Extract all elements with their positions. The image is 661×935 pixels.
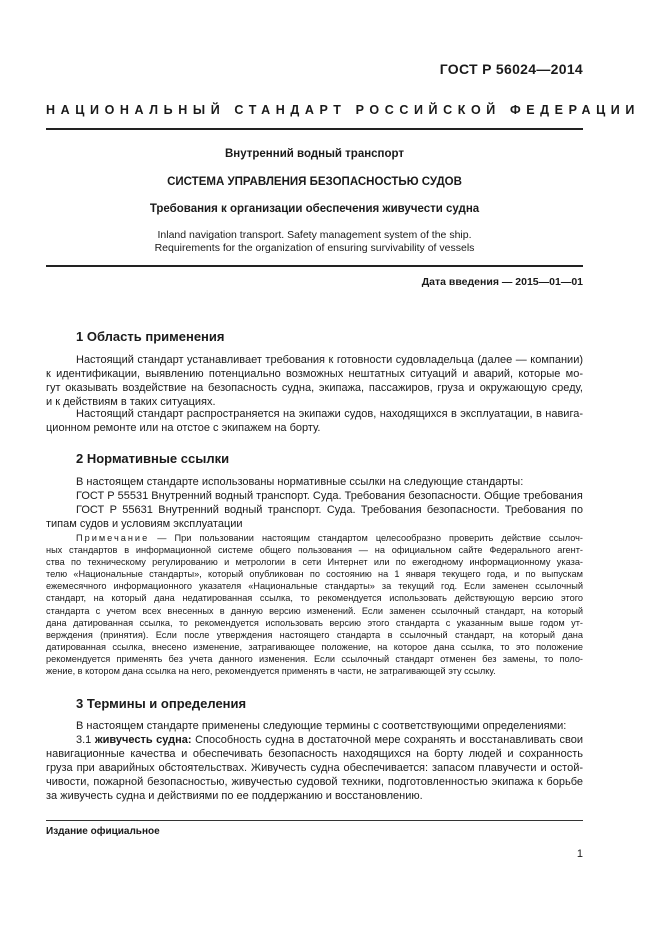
reference-item: ГОСТ Р 55631 Внутренний водный транспорт. Суда. Требования безопасности. Требования по	[76, 504, 583, 516]
note-line: рекомендуется применять без учета данного изменения. Если ссылочный стандарт отменен без замены, то поло-	[46, 653, 583, 664]
title-divider	[46, 265, 583, 267]
note-line: жение, в котором дана ссылка на него, рекомендуется применять в части, не затрагивающей эту ссылку.	[46, 666, 496, 677]
section-2-heading: 2 Нормативные ссылки	[76, 451, 230, 466]
note-line: ных стандартов в информационной системе общего пользования — на официальном сайте Федерального агент-	[46, 545, 583, 556]
top-divider	[46, 128, 583, 130]
section-1-paragraph-2	[46, 407, 583, 435]
footer-divider	[46, 820, 583, 821]
text-line: гут оказывать воздействие на безопасность судна, экипажа, пассажиров, груза и окружающую среду,	[46, 382, 583, 394]
introduction-date: Дата введения — 2015—01—01	[421, 276, 583, 288]
note-label: Примечание	[76, 533, 150, 543]
note-line: стандарт, на который дана недатированная ссылка, то рекомендуется использовать действующую версию этого	[46, 593, 583, 604]
section-3-definitions	[46, 719, 583, 803]
text-line: навигационные качества и обеспечивать безопасность находящихся на борту людей и сохранность	[46, 748, 583, 760]
term-number: 3.1	[76, 734, 95, 746]
section-2-references	[46, 475, 583, 531]
note-line: датированная ссылка, внесено изменение, затрагивающее положение, на которое дана ссылка, то это положение	[46, 641, 583, 652]
text-line: ционном ремонте или на отстое с экипажем на борту.	[46, 422, 321, 434]
term-definition-line	[46, 733, 583, 747]
english-title	[46, 229, 583, 255]
note-line: дана датированная ссылка, то рекомендуется использовать версию этого стандарта с указанным выше годом ут-	[46, 617, 583, 628]
text-line: чивости, пожарной безопасностью, живучестью судовой техники, подготовленностью экипажа к борьбе	[46, 776, 583, 788]
text-line: за живучесть судна и действиями по ее поддержанию и восстановлению.	[46, 790, 423, 802]
text-line: В настоящем стандарте использованы нормативные ссылки на следующие стандарты:	[76, 476, 524, 488]
section-1-paragraph-1	[46, 353, 583, 409]
note-text: — При пользовании настоящим стандартом целесообразно проверить действие ссылоч-	[149, 533, 583, 543]
reference-item: ГОСТ Р 55531 Внутренний водный транспорт. Суда. Требования безопасности. Общие требования	[76, 490, 583, 502]
text-line: В настоящем стандарте применены следующие термины с соответствующими определениями:	[76, 720, 567, 732]
national-standard-title: НАЦИОНАЛЬНЫЙ СТАНДАРТ РОССИЙСКОЙ ФЕДЕРАЦИИ	[46, 103, 640, 117]
text-line: к идентификации, выявлению потенциально возможных нештатных ситуаций и аварий, которые мо-	[46, 368, 583, 380]
text-line: типам судов и условиям эксплуатации	[46, 518, 243, 530]
title-main: СИСТЕМА УПРАВЛЕНИЯ БЕЗОПАСНОСТЬЮ СУДОВ	[167, 176, 462, 188]
text-line: Настоящий стандарт устанавливает требования к готовности судовладельца (далее — компании)	[76, 354, 583, 366]
note-line: верждения (принятия). Если после утверждения настоящего стандарта в ссылочный стандарт, на который дана	[46, 629, 583, 640]
note-line: телю «Национальные стандарты», который опубликован по состоянию на 1 января текущего года, и по выпускам	[46, 569, 583, 580]
title-sub: Требования к организации обеспечения живучести судна	[149, 203, 480, 215]
note-line	[46, 532, 583, 544]
text-line: и к действиям в таких ситуациях.	[46, 396, 216, 408]
section-1-heading: 1 Область применения	[76, 329, 225, 344]
english-title-line: Inland navigation transport. Safety management system of the ship.	[157, 229, 472, 241]
term-name: живучесть судна:	[94, 734, 192, 746]
page-number: 1	[576, 848, 583, 860]
note-line: ства по техническому регулированию и метрологии в сети Интернет или по ежегодному информационному указа-	[46, 557, 583, 568]
title-category: Внутренний водный транспорт	[224, 148, 405, 160]
document-code: ГОСТ Р 56024—2014	[439, 61, 583, 77]
section-3-heading: 3 Термины и определения	[76, 696, 247, 711]
note-line: ежемесячного информационного указателя «Национальные стандарты» за текущий год. Если заменен ссылочный	[46, 581, 583, 592]
english-title-line: Requirements for the organization of ensuring survivability of vessels	[154, 242, 475, 254]
note-line: стандарта с учетом всех внесенных в данную версию изменений. Если заменен ссылочный стандарт, на который	[46, 605, 583, 616]
section-2-note	[46, 532, 583, 677]
official-edition-label: Издание официальное	[46, 826, 160, 837]
text-line: Настоящий стандарт распространяется на экипажи судов, находящихся в эксплуатации, в навига-	[76, 408, 583, 420]
term-definition-start: Способность судна в достаточной мере сохранять и восстанавливать свои	[191, 734, 583, 746]
text-line: груза при аварийных обстоятельствах. Живучесть судна обеспечивается: запасом плавучести и остой-	[46, 762, 583, 774]
